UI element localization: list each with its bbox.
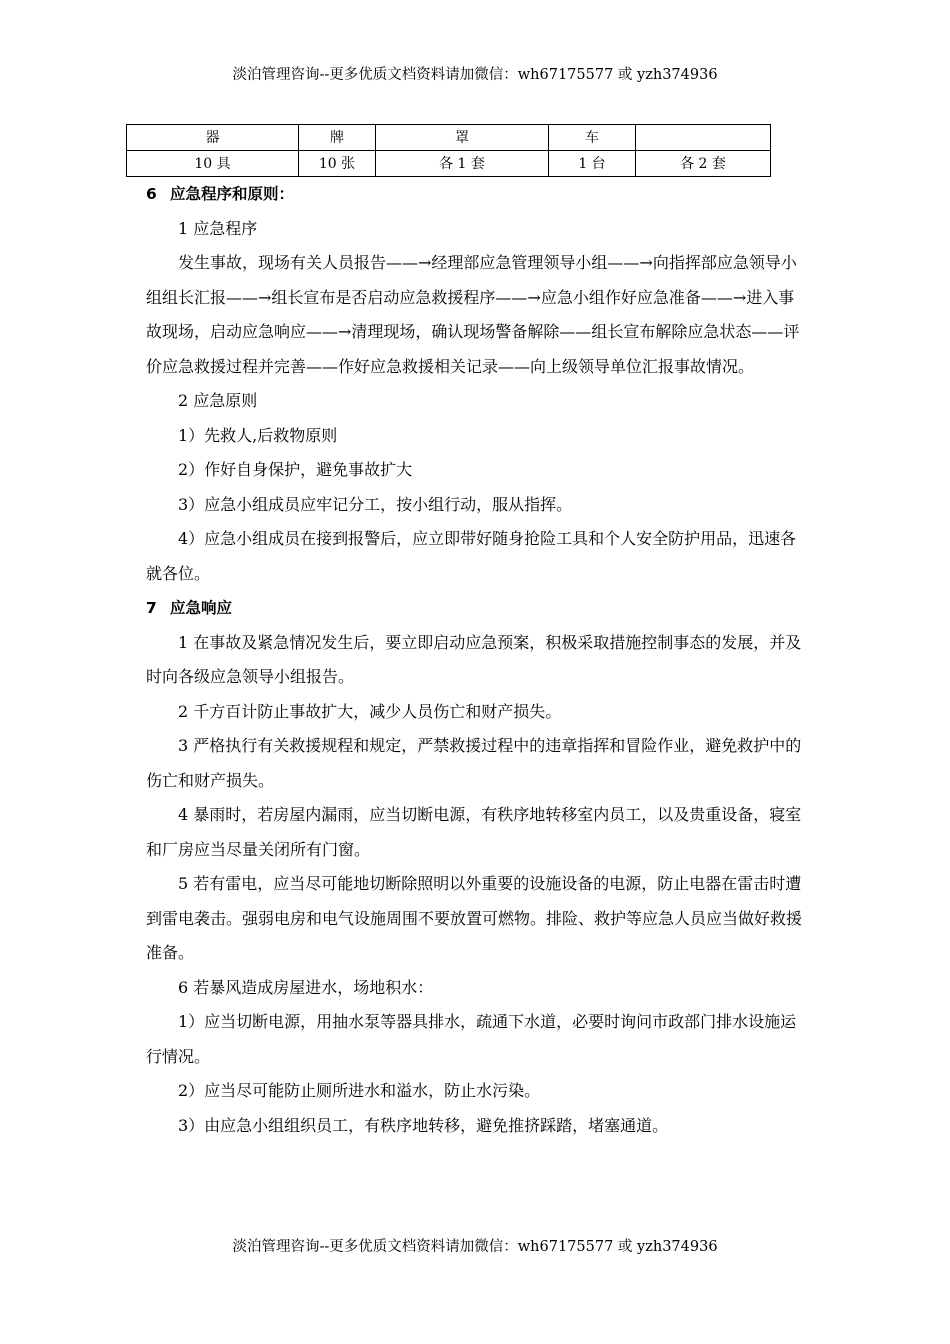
response-subitem: 2）应当尽可能防止厕所进水和溢水，防止水污染。 <box>178 1081 541 1100</box>
table-cell: 1 台 <box>549 151 636 177</box>
table-cell: 车 <box>549 125 636 151</box>
table-row <box>127 125 771 151</box>
section-number: 7 <box>146 599 157 617</box>
table-cell: 10 张 <box>299 151 376 177</box>
table-cell: 牌 <box>299 125 376 151</box>
table-cell: 10 具 <box>127 151 299 177</box>
section-title: 应急响应 <box>170 599 233 617</box>
page-footer: 淡泊管理咨询--更多优质文档资料请加微信：wh67175577 或 yzh374936 <box>232 1239 718 1255</box>
table-cell: 各 1 套 <box>376 151 549 177</box>
response-item: 6 若暴风造成房屋进水，场地积水： <box>178 977 434 997</box>
response-item: 1 在事故及紧急情况发生后，要立即启动应急预案，积极采取措施控制事态的发展，并及时向各级应急领导小组报告。 <box>146 632 802 686</box>
principle-item: 1）先救人,后救物原则 <box>178 425 338 445</box>
page-header: 淡泊管理咨询--更多优质文档资料请加微信：wh67175577 或 yzh374936 <box>232 67 718 83</box>
response-subitem: 3）由应急小组组织员工，有秩序地转移，避免推挤踩踏，堵塞通道。 <box>178 1115 669 1135</box>
response-item: 2 千方百计防止事故扩大，减少人员伤亡和财产损失。 <box>178 701 562 721</box>
procedure-paragraph: 发生事故，现场有关人员报告——→经理部应急管理领导小组——→向指挥部应急领导小组组长汇报——→组长宣布是否启动应急救援程序——→应急小组作好应急准备——→进入事故现场，启动应急响应——→清理现场，确认现场警备解除——组长宣布解除应急状态——评价应急救援过程并完善——作好应急救援相关记录——向上级领导单位汇报事故情况。 <box>146 253 800 376</box>
table-cell: 罩 <box>376 125 549 151</box>
table-cell: 各 2 套 <box>636 151 771 177</box>
section-7-heading <box>146 591 808 626</box>
equipment-table <box>126 124 771 177</box>
principle-item: 3）应急小组成员应牢记分工，按小组行动，服从指挥。 <box>178 494 573 514</box>
section-number: 6 <box>146 185 157 203</box>
table-row <box>127 151 771 177</box>
response-subitem: 1）应当切断电源，用抽水泵等器具排水，疏通下水道，必要时询问市政部门排水设施运行情况。 <box>146 1012 797 1066</box>
response-item: 5 若有雷电，应当尽可能地切断除照明以外重要的设施设备的电源，防止电器在雷击时遭到雷电袭击。强弱电房和电气设施周围不要放置可燃物。排险、救护等应急人员应当做好救援准备。 <box>146 874 803 962</box>
section-6-heading <box>146 177 808 212</box>
subsection-title: 1 应急程序 <box>178 218 258 238</box>
document-body <box>146 177 808 1143</box>
principle-item: 4）应急小组成员在接到报警后，应立即带好随身抢险工具和个人安全防护用品，迅速各就各位。 <box>146 529 797 583</box>
response-item: 3 严格执行有关救援规程和规定，严禁救援过程中的违章指挥和冒险作业，避免救护中的伤亡和财产损失。 <box>146 736 802 790</box>
section-title: 应急程序和原则： <box>170 185 295 203</box>
table-cell <box>636 125 771 151</box>
principle-item: 2）作好自身保护，避免事故扩大 <box>178 460 413 479</box>
subsection-title: 2 应急原则 <box>178 391 258 410</box>
table-cell: 器 <box>127 125 299 151</box>
response-item: 4 暴雨时，若房屋内漏雨，应当切断电源，有秩序地转移室内员工，以及贵重设备，寝室和厂房应当尽量关闭所有门窗。 <box>146 805 802 859</box>
